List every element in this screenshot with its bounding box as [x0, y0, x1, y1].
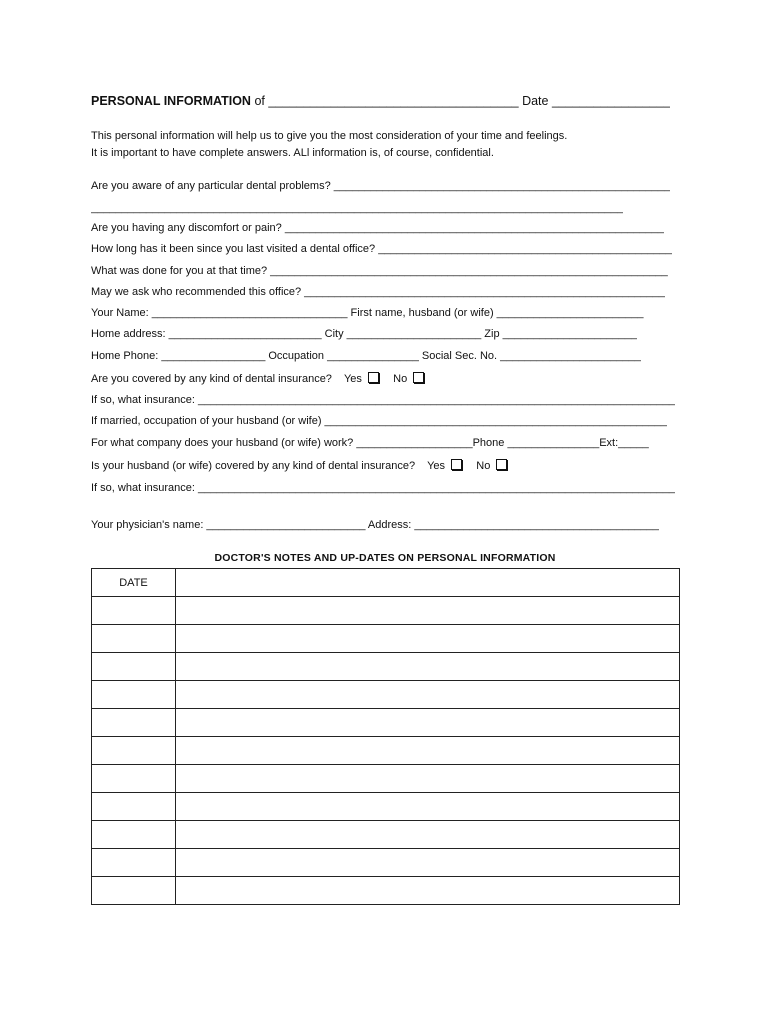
last-visit-field[interactable]: How long has it been since you last visited a dental office? ________________________________________________ [91, 243, 672, 255]
insurance-yes-checkbox[interactable] [368, 372, 379, 383]
home-phone-field[interactable]: Home Phone: _________________ Occupation _______________ Social Sec. No. _______________________ [91, 350, 641, 362]
notes-row [92, 625, 680, 653]
notes-row [92, 765, 680, 793]
notes-text-cell[interactable] [176, 681, 680, 709]
your-name-field[interactable]: Your Name: ________________________________ First name, husband (or wife) ________________________ [91, 307, 644, 319]
notes-date-cell[interactable] [92, 681, 176, 709]
title-bold: PERSONAL INFORMATION [91, 94, 251, 108]
spouse-insurance-row [91, 459, 509, 472]
notes-date-cell[interactable] [92, 597, 176, 625]
notes-date-cell[interactable] [92, 653, 176, 681]
intro-text [91, 128, 567, 162]
notes-row [92, 821, 680, 849]
notes-date-cell[interactable] [92, 821, 176, 849]
form-title [91, 94, 670, 108]
spouse-no-checkbox[interactable] [496, 459, 507, 470]
notes-row [92, 877, 680, 905]
notes-text-cell[interactable] [176, 793, 680, 821]
discomfort-field[interactable]: Are you having any discomfort or pain? ______________________________________________________________ [91, 222, 665, 234]
what-done-field[interactable]: What was done for you at that time? _________________________________________________________________ [91, 265, 668, 277]
notes-date-cell[interactable] [92, 793, 176, 821]
notes-row [92, 709, 680, 737]
notes-row [92, 597, 680, 625]
spouse-company-field[interactable]: For what company does your husband (or wife) work? ___________________Phone _______________Ext:_____ [91, 437, 649, 449]
notes-header-row [92, 569, 680, 597]
dental-problems-continuation[interactable]: _______________________________________________________________________________________ [91, 202, 624, 214]
notes-text-cell[interactable] [176, 877, 680, 905]
notes-date-cell[interactable] [92, 765, 176, 793]
if-so-insurance-field-2[interactable]: If so, what insurance: ______________________________________________________________________________ [91, 482, 676, 494]
spouse-yes-checkbox[interactable] [451, 459, 462, 470]
dental-problems-field[interactable]: Are you aware of any particular dental problems? _______________________________________________________ [91, 180, 671, 192]
notes-table [91, 568, 680, 905]
notes-date-cell[interactable] [92, 709, 176, 737]
notes-text-cell[interactable] [176, 597, 680, 625]
spouse-insurance-question-label: Is your husband (or wife) covered by any kind of dental insurance? [91, 460, 416, 472]
insurance-question-row [91, 372, 426, 385]
insurance-no-label: No [393, 373, 408, 385]
notes-text-cell[interactable] [176, 849, 680, 877]
insurance-yes-label: Yes [343, 373, 362, 385]
if-so-insurance-field[interactable]: If so, what insurance: ______________________________________________________________________________ [91, 394, 676, 406]
notes-text-cell[interactable] [176, 653, 680, 681]
notes-date-cell[interactable] [92, 625, 176, 653]
notes-date-cell[interactable] [92, 849, 176, 877]
notes-section-title: DOCTOR'S NOTES AND UP-DATES ON PERSONAL INFORMATION [214, 552, 556, 564]
insurance-question-label: Are you covered by any kind of dental insurance? [91, 373, 332, 385]
notes-row [92, 849, 680, 877]
notes-text-cell[interactable] [176, 625, 680, 653]
intro-line-2: It is important to have complete answers. ALl information is, of course, confidential. [91, 147, 494, 159]
notes-date-cell[interactable] [92, 877, 176, 905]
home-address-field[interactable]: Home address: _________________________ City ______________________ Zip ______________________ [91, 328, 638, 340]
notes-row [92, 653, 680, 681]
title-rest[interactable]: of ____________________________________ Date _________________ [250, 94, 671, 108]
notes-column-header[interactable] [176, 569, 680, 597]
insurance-no-checkbox[interactable] [413, 372, 424, 383]
notes-text-cell[interactable] [176, 765, 680, 793]
date-column-header: DATE [92, 569, 176, 597]
notes-date-cell[interactable] [92, 737, 176, 765]
physician-field[interactable]: Your physician's name: __________________________ Address: ________________________________________ [91, 519, 660, 531]
notes-row [92, 681, 680, 709]
spouse-occupation-field[interactable]: If married, occupation of your husband (or wife) ________________________________________________________ [91, 415, 668, 427]
intro-line-1: This personal information will help us to give you the most consideration of your time and feelings. [91, 130, 568, 142]
notes-text-cell[interactable] [176, 709, 680, 737]
notes-row [92, 737, 680, 765]
notes-text-cell[interactable] [176, 821, 680, 849]
notes-row [92, 793, 680, 821]
spouse-no-label: No [476, 460, 491, 472]
recommended-field[interactable]: May we ask who recommended this office? ___________________________________________________________ [91, 286, 666, 298]
spouse-yes-label: Yes [427, 460, 446, 472]
notes-text-cell[interactable] [176, 737, 680, 765]
